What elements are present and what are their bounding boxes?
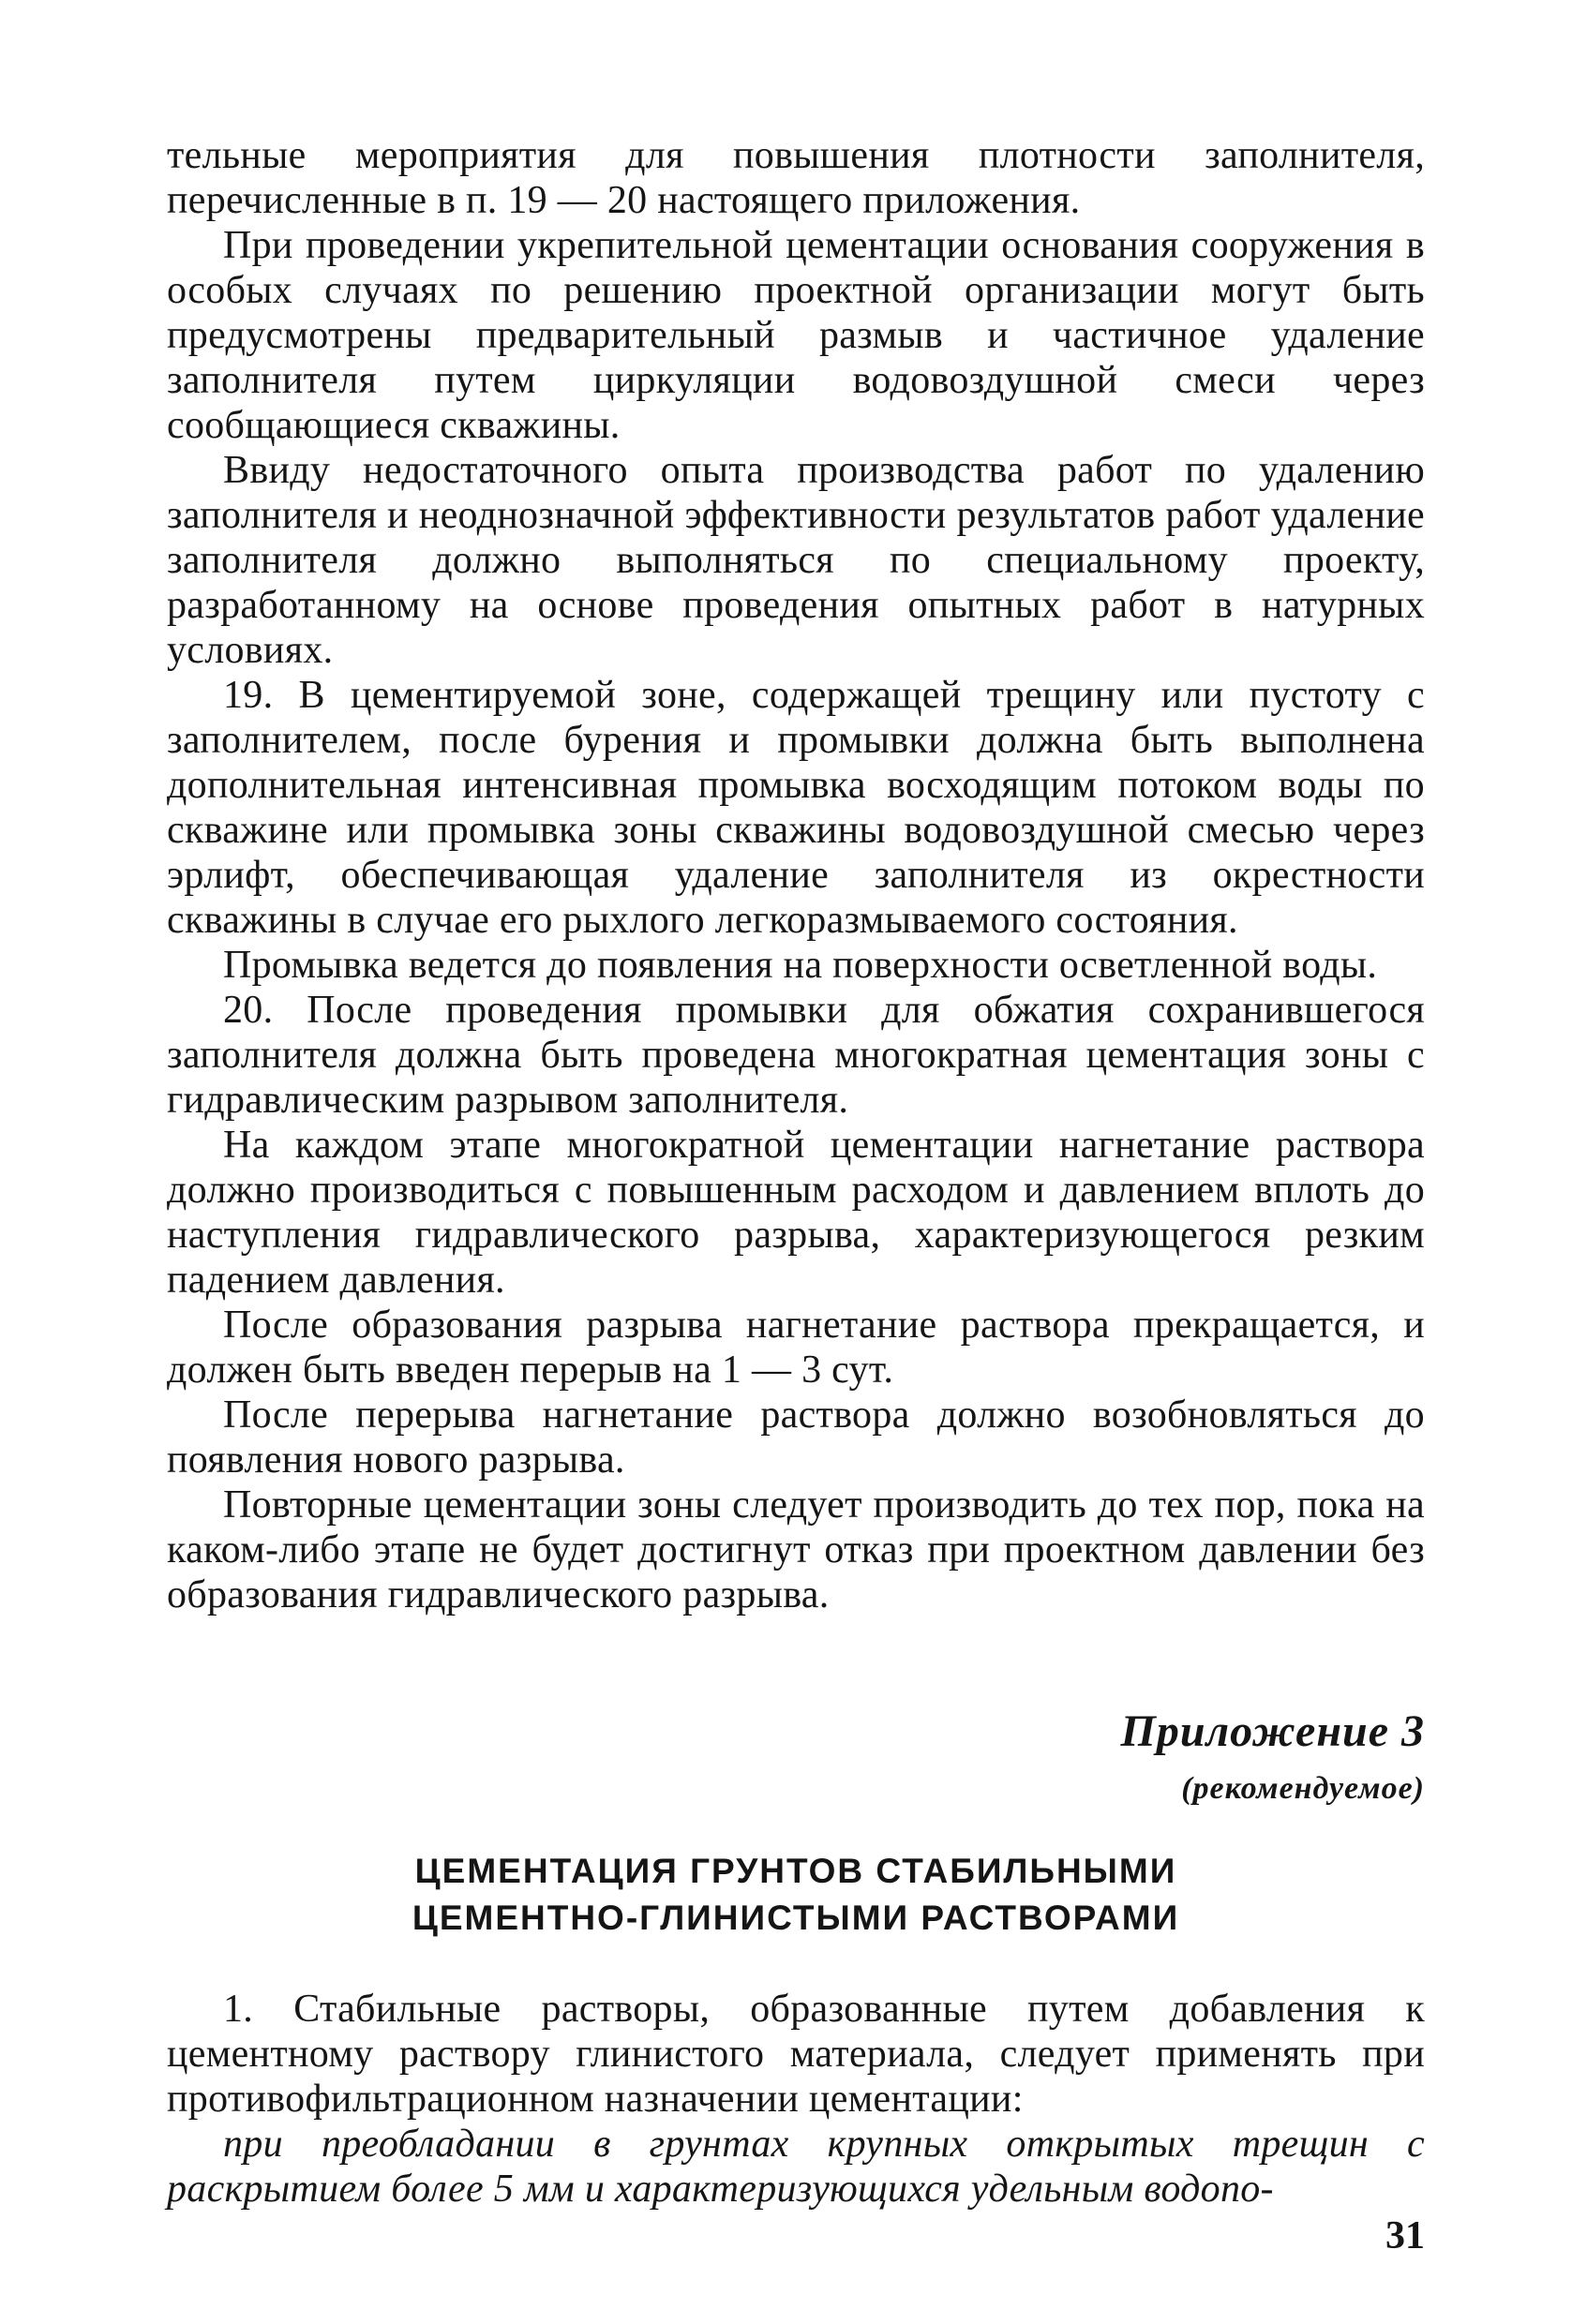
paragraph-item-19: 19. В цементируемой зоне, содержащей трещину или пустоту с заполнителем, после бурения и промывки должна быть выполнена дополнительная интенсивная промывка восходящим потоком воды по скважине или промывка зоны скважины водовоздушной смесью через эрлифт, обеспечивающая удаление заполнителя из окрестности скважины в случае его рыхлого легкоразмываемого состояния. [167,674,1425,942]
paragraph-item-20: 20. После проведения промывки для обжатия сохранившегося заполнителя должна быть проведена многократная цементация зоны с гидравлическим разрывом заполнителя. [167,989,1425,1122]
paragraph: тельные мероприятия для повышения плотности заполнителя, перечисленные в п. 19 — 20 настоящего приложения. [167,134,1425,222]
section-title [167,1848,1425,1942]
paragraph-item-1: 1. Стабильные растворы, образованные путем добавления к цементному раствору глинистого материала, следует применять при противофильтрационном назначении цементации: [167,1988,1425,2121]
paragraph: Промывка ведется до появления на поверхности осветленной воды. [223,944,1378,987]
paragraph: При проведении укрепительной цементации основания сооружения в особых случаях по решению проектной организации могут быть предусмотрены предварительный размыв и частичное удаление заполнителя путем циркуляции водовоздушной смеси через сообщающиеся скважины. [167,224,1425,447]
body-text-bottom [167,1987,1425,2212]
appendix-heading: Приложение 3 [1120,1706,1425,1756]
paragraph: После образования разрыва нагнетание раствора прекращается, и должен быть введен перерыв на 1 — 3 сут. [167,1304,1425,1392]
paragraph: Ввиду недостаточного опыта производства работ по удалению заполнителя и неоднозначной эффективности результатов работ удаление заполнителя должно выполняться по специальному проекту, разработанному на основе проведения опытных работ в натурных условиях. [167,449,1425,672]
paragraph: На каждом этапе многократной цементации нагнетание раствора должно производиться с повышенным расходом и давлением вплоть до наступления гидравлического разрыва, характеризующегося резким падением давления. [167,1124,1425,1302]
page-number: 31 [1385,2214,1425,2257]
section-title-line: ЦЕМЕНТНО-ГЛИНИСТЫМИ РАСТВОРАМИ [412,1899,1180,1937]
paragraph: Повторные цементации зоны следует производить до тех пор, пока на каком-либо этапе не будет достигнут отказ при проектном давлении без образования гидравлического разрыва. [167,1483,1425,1616]
appendix-note: (рекомендуемое) [1181,1771,1425,1806]
paragraph: После перерыва нагнетание раствора должно возобновляться до появления нового разрыва. [167,1393,1425,1482]
body-text-top [167,133,1425,1617]
section-title-line: ЦЕМЕНТАЦИЯ ГРУНТОВ СТАБИЛЬНЫМИ [414,1852,1177,1890]
paragraph: при преобладании в грунтах крупных открытых трещин с раскрытием более 5 мм и характеризующихся удельным водопо- [167,2123,1425,2211]
